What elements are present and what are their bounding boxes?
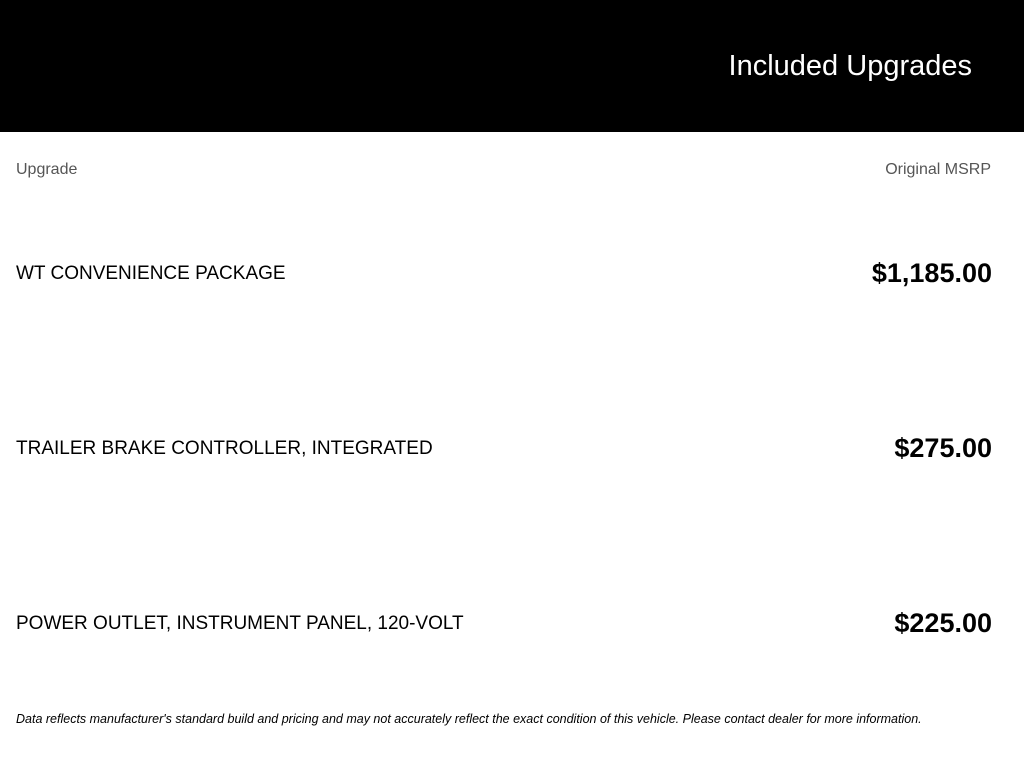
upgrade-price: $275.00 <box>894 433 992 463</box>
table-row <box>16 253 992 293</box>
column-header-msrp: Original MSRP <box>885 161 991 178</box>
table-row <box>16 428 992 468</box>
column-header-upgrade: Upgrade <box>16 161 78 178</box>
upgrade-name: POWER OUTLET, INSTRUMENT PANEL, 120-VOLT <box>16 613 464 634</box>
upgrade-price: $1,185.00 <box>871 258 992 288</box>
disclaimer-text: Data reflects manufacturer's standard build and pricing and may not accurately reflect the exact condition of this vehicle. Please contact dealer for more information. <box>16 712 922 726</box>
upgrade-name: TRAILER BRAKE CONTROLLER, INTEGRATED <box>16 438 433 459</box>
upgrade-name: WT CONVENIENCE PACKAGE <box>16 263 286 284</box>
page-title: Included Upgrades <box>728 50 972 82</box>
table-row <box>16 603 992 643</box>
upgrade-price: $225.00 <box>894 608 992 638</box>
header-bar <box>0 0 1024 132</box>
